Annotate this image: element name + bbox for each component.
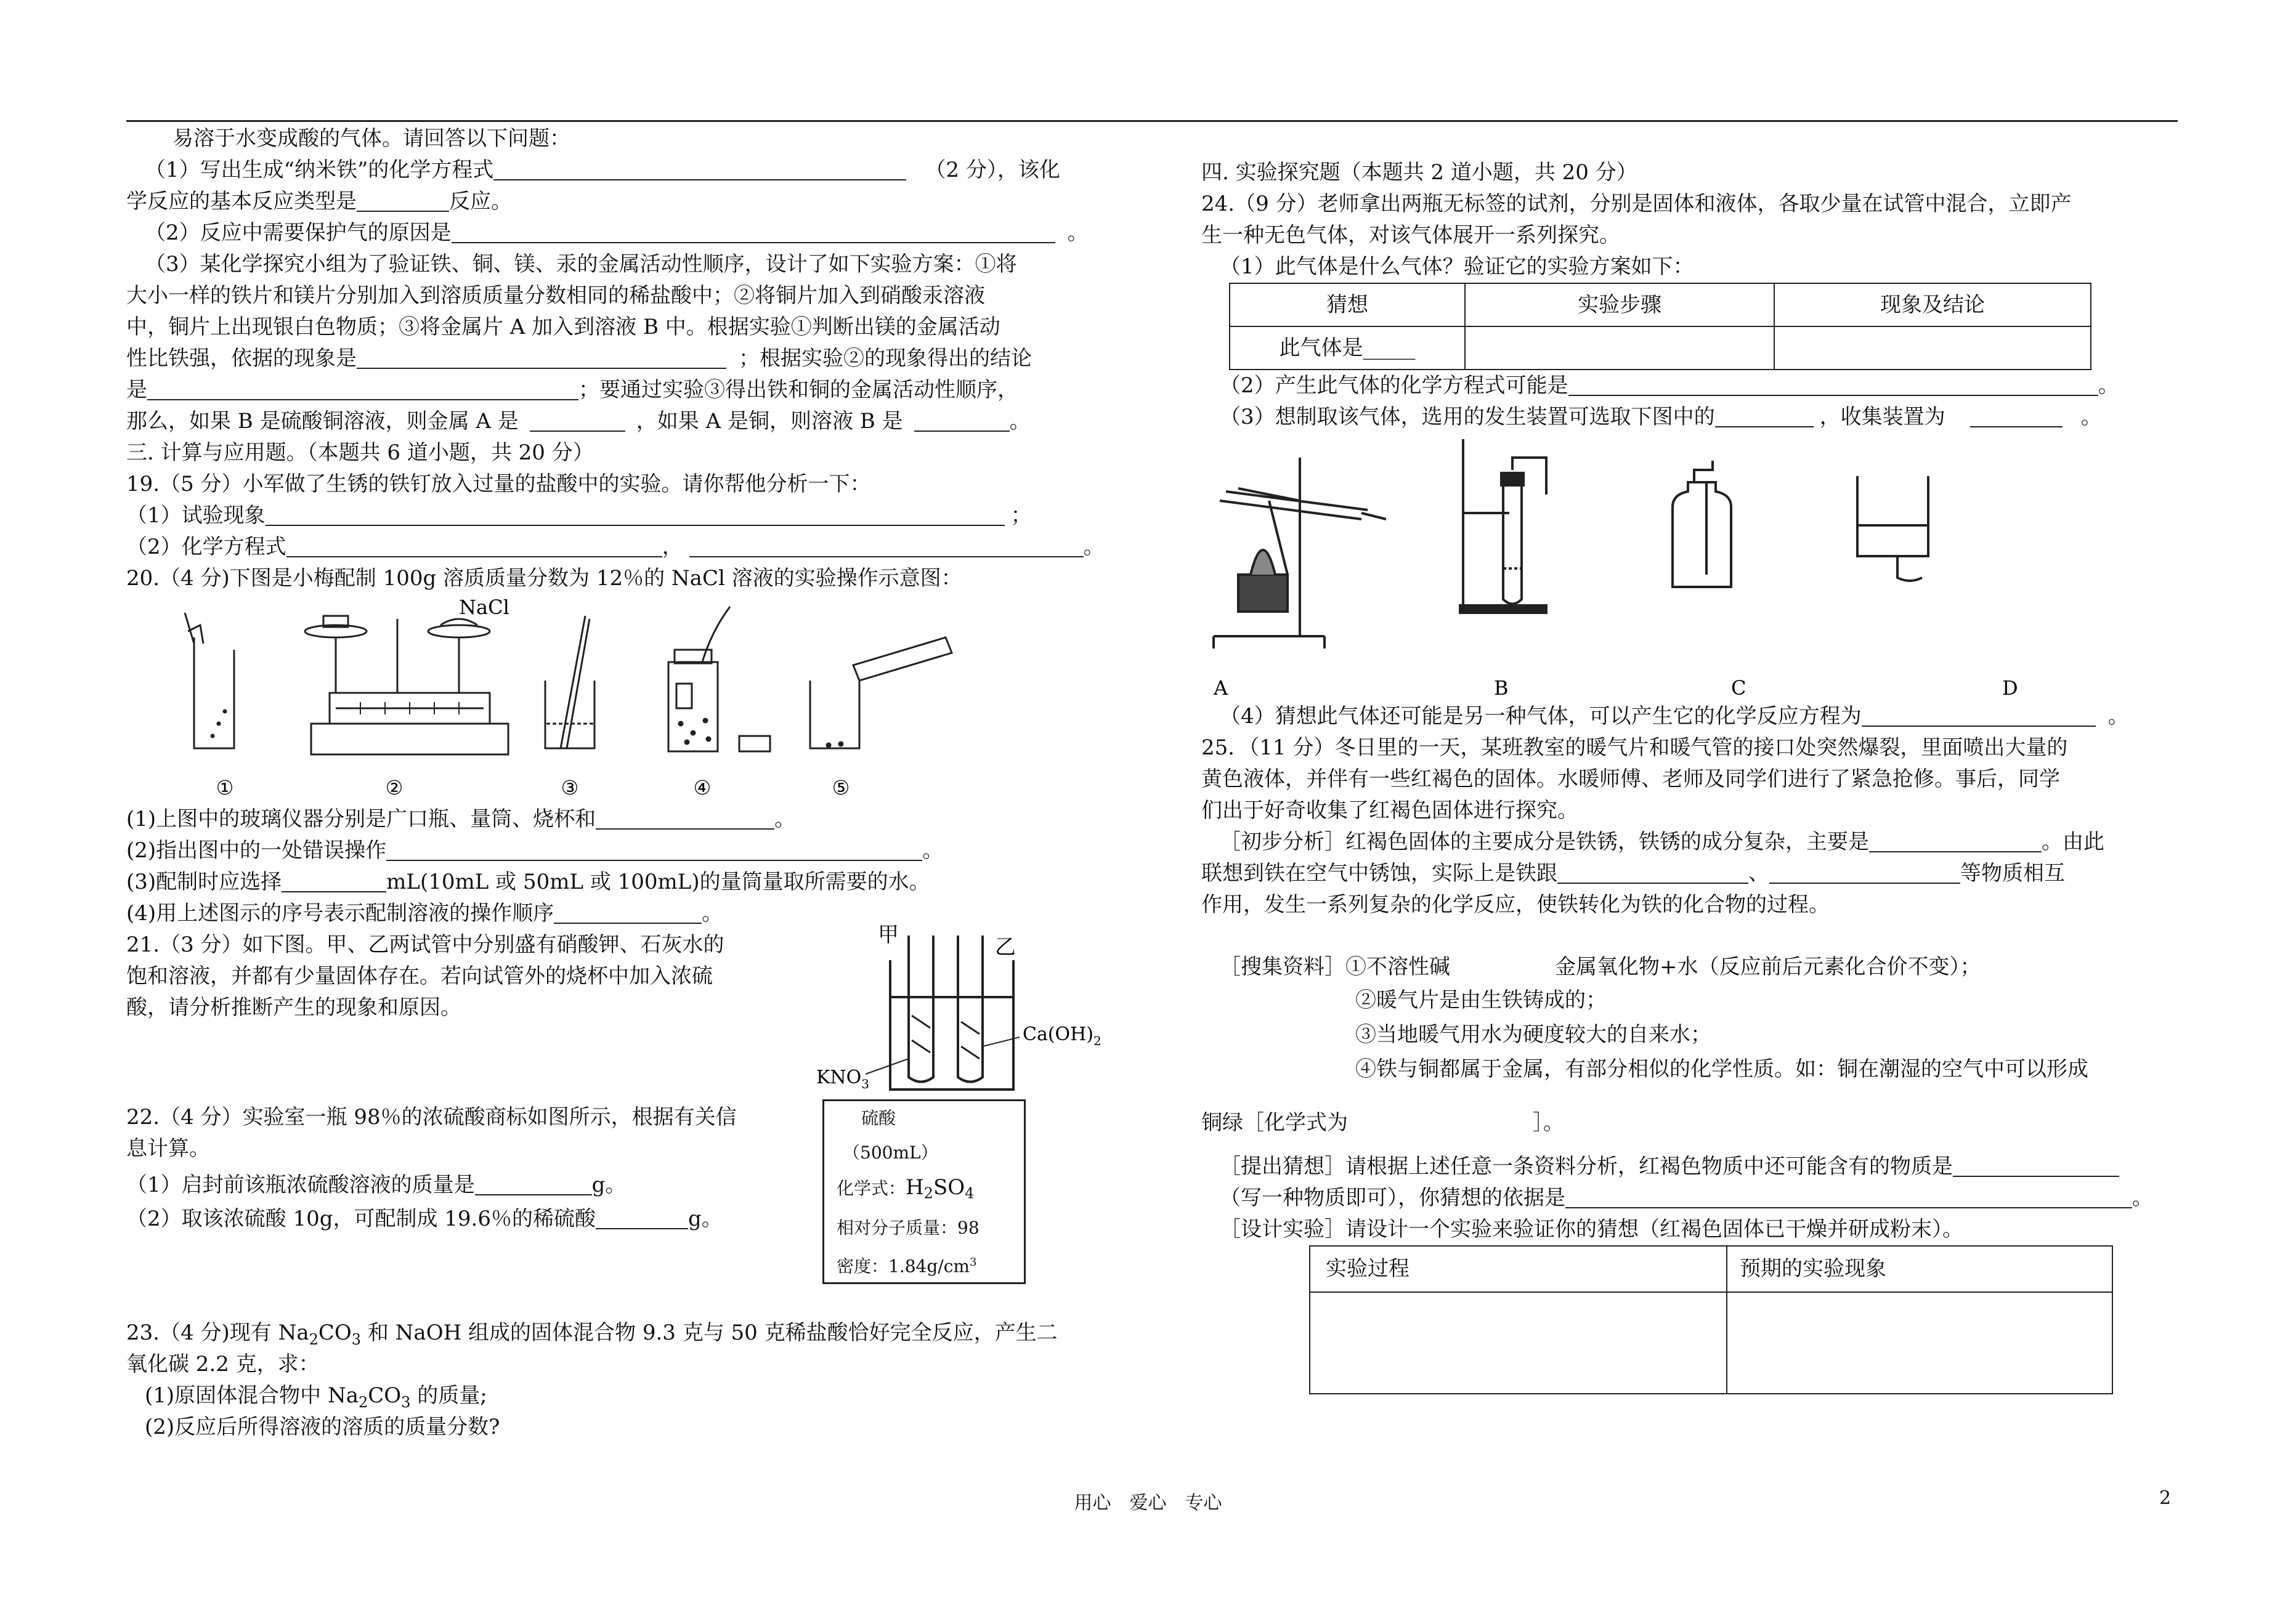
q23-stem-2: 氧化碳 2.2 克，求：	[126, 1352, 320, 1376]
q19-part1: （1）试验现象 ；	[126, 503, 1032, 528]
text-line: 联想到铁在空气中锈蚀，实际上是铁跟 、 等物质相互	[1201, 861, 2065, 886]
q25-materials-5: 铜绿［化学式为 ］。	[1201, 1110, 1564, 1135]
q18-part1-cont: 学反应的基本反应类型是 反应。	[126, 189, 512, 214]
text-line: 易溶于水变成酸的气体。请回答以下问题：	[172, 126, 570, 151]
apparatus-label-b: B	[1494, 676, 1509, 700]
q24-part2: （2）产生此气体的化学方程式可能是 。	[1220, 373, 2119, 398]
q20-part3: (3)配制时应选择 mL(10mL 或 50mL 或 100mL)的量筒量取所需要的水。	[126, 870, 930, 894]
q18-part1: （1）写出生成“纳米铁”的化学方程式 （2 分），该化	[145, 158, 1060, 182]
test-tube-yi	[958, 936, 983, 1082]
acid-formula: 化学式：$H_2SO_4$	[837, 1175, 975, 1202]
text-line: 是 ；要通过实验③得出铁和铜的金属活动性顺序，	[126, 378, 1018, 402]
q22-part1: （1）启封前该瓶浓硫酸溶液的质量是 g。	[126, 1173, 627, 1197]
q23-stem-1: 23.（4 分)现有 $Na_2CO_3$ 和 NaOH 组成的固体混合物 9.3 克与 50 克稀盐酸恰好完全反应，产生二	[126, 1320, 1058, 1348]
acid-label-box	[822, 1099, 1026, 1284]
apparatus-figure	[1201, 433, 2178, 701]
right-column	[1201, 157, 2178, 1394]
q24-part3: （3）想制取该气体，选用的发生装置可选取下图中的 ，收集装置为 。	[1220, 405, 2102, 429]
label-jia: 甲	[878, 923, 899, 947]
acid-density: 密度：$1.84g/cm^3$	[837, 1255, 977, 1276]
table-header: 实验步骤	[1465, 283, 1774, 326]
bottle-4	[668, 607, 770, 751]
apparatus-label-d: D	[2002, 676, 2018, 700]
text-line: 中，铜片上出现银白色物质；③将金属片 A 加入到溶液 B 中。根据实验①判断出镁的金属活动	[126, 315, 1000, 339]
q25-materials-3: ③当地暖气用水为硬度较大的自来水；	[1355, 1022, 1711, 1047]
table-header: 预期的实验现象	[1727, 1246, 2112, 1292]
beaker-3	[545, 616, 594, 748]
text-line: 那么，如果 B 是硫酸铜溶液，则金属 A 是 ，如果 A 是铜，则溶液 B 是 。	[126, 409, 1031, 434]
q19-stem: 19.（5 分）小军做了生锈的铁钉放入过量的盐酸中的实验。请你帮他分析一下：	[126, 472, 871, 496]
apparatus-d	[1857, 476, 1928, 581]
q21-stem-3: 酸，请分析推断产生的现象和原因。	[126, 995, 461, 1020]
q20-part1: (1)上图中的玻璃仪器分别是广口瓶、量筒、烧杯和 。	[126, 807, 796, 831]
beaker-1	[185, 613, 234, 748]
q25-materials-4: ④铁与铜都属于金属，有部分相似的化学性质。如：铜在潮湿的空气中可以形成	[1355, 1057, 2088, 1081]
q22-stem-1: 22.（4 分）实验室一瓶 98％的浓硫酸商标如图所示，根据有关信	[126, 1105, 737, 1130]
q20-figure	[126, 594, 1115, 804]
q25-hypothesis-cont: （写一种物质即可），你猜想的依据是 。	[1220, 1186, 2153, 1210]
table-header: 现象及结论	[1774, 283, 2091, 326]
figure-label-4: ④	[693, 776, 712, 799]
q21-stem-2: 饱和溶液，并都有少量固体存在。若向试管外的烧杯中加入浓硫	[126, 964, 713, 988]
q23-part1: (1)原固体混合物中 $Na_2CO_3$ 的质量;	[145, 1383, 487, 1411]
q25-materials-2: ②暖气片是由生铁铸成的；	[1355, 988, 1607, 1013]
text-line: 性比铁强，依据的现象是 ；根据实验②的现象得出的结论	[126, 346, 1032, 371]
nacl-label: NaCl	[459, 596, 509, 619]
label-caoh2: $Ca(OH)_2$	[1023, 1024, 1101, 1048]
q24-stem-1: 24.（9 分）老师拿出两瓶无标签的试剂，分别是固体和液体，各取少量在试管中混合，立即产	[1201, 192, 2072, 216]
page-number: 2	[2159, 1487, 2172, 1509]
table-cell[interactable]	[1310, 1292, 1727, 1394]
q21-stem-1: 21.（3 分）如下图。甲、乙两试管中分别盛有硝酸钾、石灰水的	[126, 932, 724, 957]
test-tube-jia	[909, 936, 933, 1082]
acid-mass: 相对分子质量：98	[837, 1217, 980, 1238]
q23-part2: (2)反应后所得溶液的溶质的质量分数?	[145, 1415, 500, 1439]
figure-label-1: ①	[216, 776, 234, 799]
apparatus-b	[1460, 439, 1546, 613]
q25-materials-1: ［搜集资料］①不溶性碱 金属氧化物+水（反应前后元素化合价不变）；	[1220, 955, 1981, 979]
table-header: 实验过程	[1310, 1246, 1727, 1292]
q18-part2: （2）反应中需要保护气的原因是 。	[145, 220, 1089, 245]
q25-design: ［设计实验］请设计一个实验来验证你的猜想（红褐色固体已干燥并研成粉末）。	[1220, 1217, 1963, 1242]
q25-stem-1: 25．（11 分）冬日里的一天，某班教室的暖气片和暖气管的接口处突然爆裂，里面喷出大量的	[1201, 735, 2068, 760]
beaker-5	[810, 637, 952, 748]
q22-stem-2: 息计算。	[126, 1136, 210, 1161]
q24-part4: （4）猜想此气体还可能是另一种气体，可以产生它的化学反应方程为 。	[1220, 704, 2129, 729]
q20-part2: (2)指出图中的一处错误操作 。	[126, 838, 944, 863]
section-4-title: 四. 实验探究题（本题共 2 道小题，共 20 分）	[1201, 160, 1637, 185]
q20-stem: 20.（4 分)下图是小梅配制 100g 溶质质量分数为 12％的 NaCl 溶液的实验操作示意图：	[126, 566, 962, 591]
q21-diagram	[816, 923, 1112, 1102]
text-line: 大小一样的铁片和镁片分别加入到溶质质量分数相同的稀盐酸中；②将铜片加入到硝酸汞溶液	[126, 283, 985, 308]
q20-part4: (4)用上述图示的序号表示配制溶液的操作顺序 。	[126, 901, 723, 926]
left-column	[126, 123, 1115, 1443]
acid-volume: （500mL）	[843, 1142, 938, 1163]
apparatus-c	[1673, 461, 1731, 587]
table-cell[interactable]	[1774, 326, 2091, 370]
q18-part3: （3）某化学探究小组为了验证铁、铜、镁、汞的金属活动性顺序，设计了如下实验方案：①将	[145, 252, 1017, 277]
table-cell[interactable]	[1727, 1292, 2112, 1394]
q22-part2: （2）取该浓硫酸 10g，可配制成 19.6％的稀硫酸 g。	[126, 1207, 723, 1231]
q21-block	[126, 923, 1115, 1102]
q25-table	[1309, 1245, 2113, 1394]
apparatus-label-c: C	[1731, 676, 1746, 700]
table-cell: 此气体是_____	[1230, 326, 1465, 370]
label-kno3: $KNO_3$	[816, 1067, 869, 1091]
section-3-title: 三. 计算与应用题。（本题共 6 道小题，共 20 分）	[126, 440, 594, 465]
header-rule	[126, 120, 2178, 122]
figure-label-3: ③	[561, 776, 579, 799]
figure-label-2: ②	[385, 776, 404, 799]
table-header: 猜想	[1230, 283, 1465, 326]
apparatus-label-a: A	[1214, 676, 1228, 700]
apparatus-diagram	[1201, 433, 2125, 701]
q19-part2: （2）化学方程式 ， 。	[126, 535, 1105, 559]
figure-label-5: ⑤	[832, 776, 850, 799]
acid-name: 硫酸	[861, 1108, 896, 1128]
balance-2	[305, 616, 508, 754]
q25-initial-analysis: ［初步分析］红褐色固体的主要成分是铁锈，铁锈的成分复杂，主要是 。由此	[1220, 830, 2104, 854]
q25-hypothesis: ［提出猜想］请根据上述任意一条资料分析，红褐色物质中还可能含有的物质是	[1201, 1151, 2178, 1182]
label-yi: 乙	[995, 935, 1016, 960]
q24-part1: （1）此气体是什么气体？验证它的实验方案如下：	[1220, 254, 1694, 279]
q22-block	[126, 1102, 1115, 1299]
text-line: 作用，发生一系列复杂的化学反应，使铁转化为铁的化合物的过程。	[1201, 892, 1830, 917]
apparatus-a	[1214, 458, 1386, 649]
q25-stem-2: 黄色液体，并伴有一些红褐色的固体。水暖师傅、老师及同学们进行了紧急抢修。事后，同学	[1201, 767, 2060, 791]
page-footer: 用心 爱心 专心	[1074, 1492, 1222, 1514]
table-cell[interactable]	[1465, 326, 1774, 370]
q25-stem-3: 们出于好奇收集了红褐色固体进行探究。	[1201, 798, 1578, 823]
q20-diagram	[126, 594, 1038, 804]
q24-table	[1229, 283, 2091, 370]
q24-stem-2: 生一种无色气体，对该气体展开一系列探究。	[1201, 223, 1620, 248]
